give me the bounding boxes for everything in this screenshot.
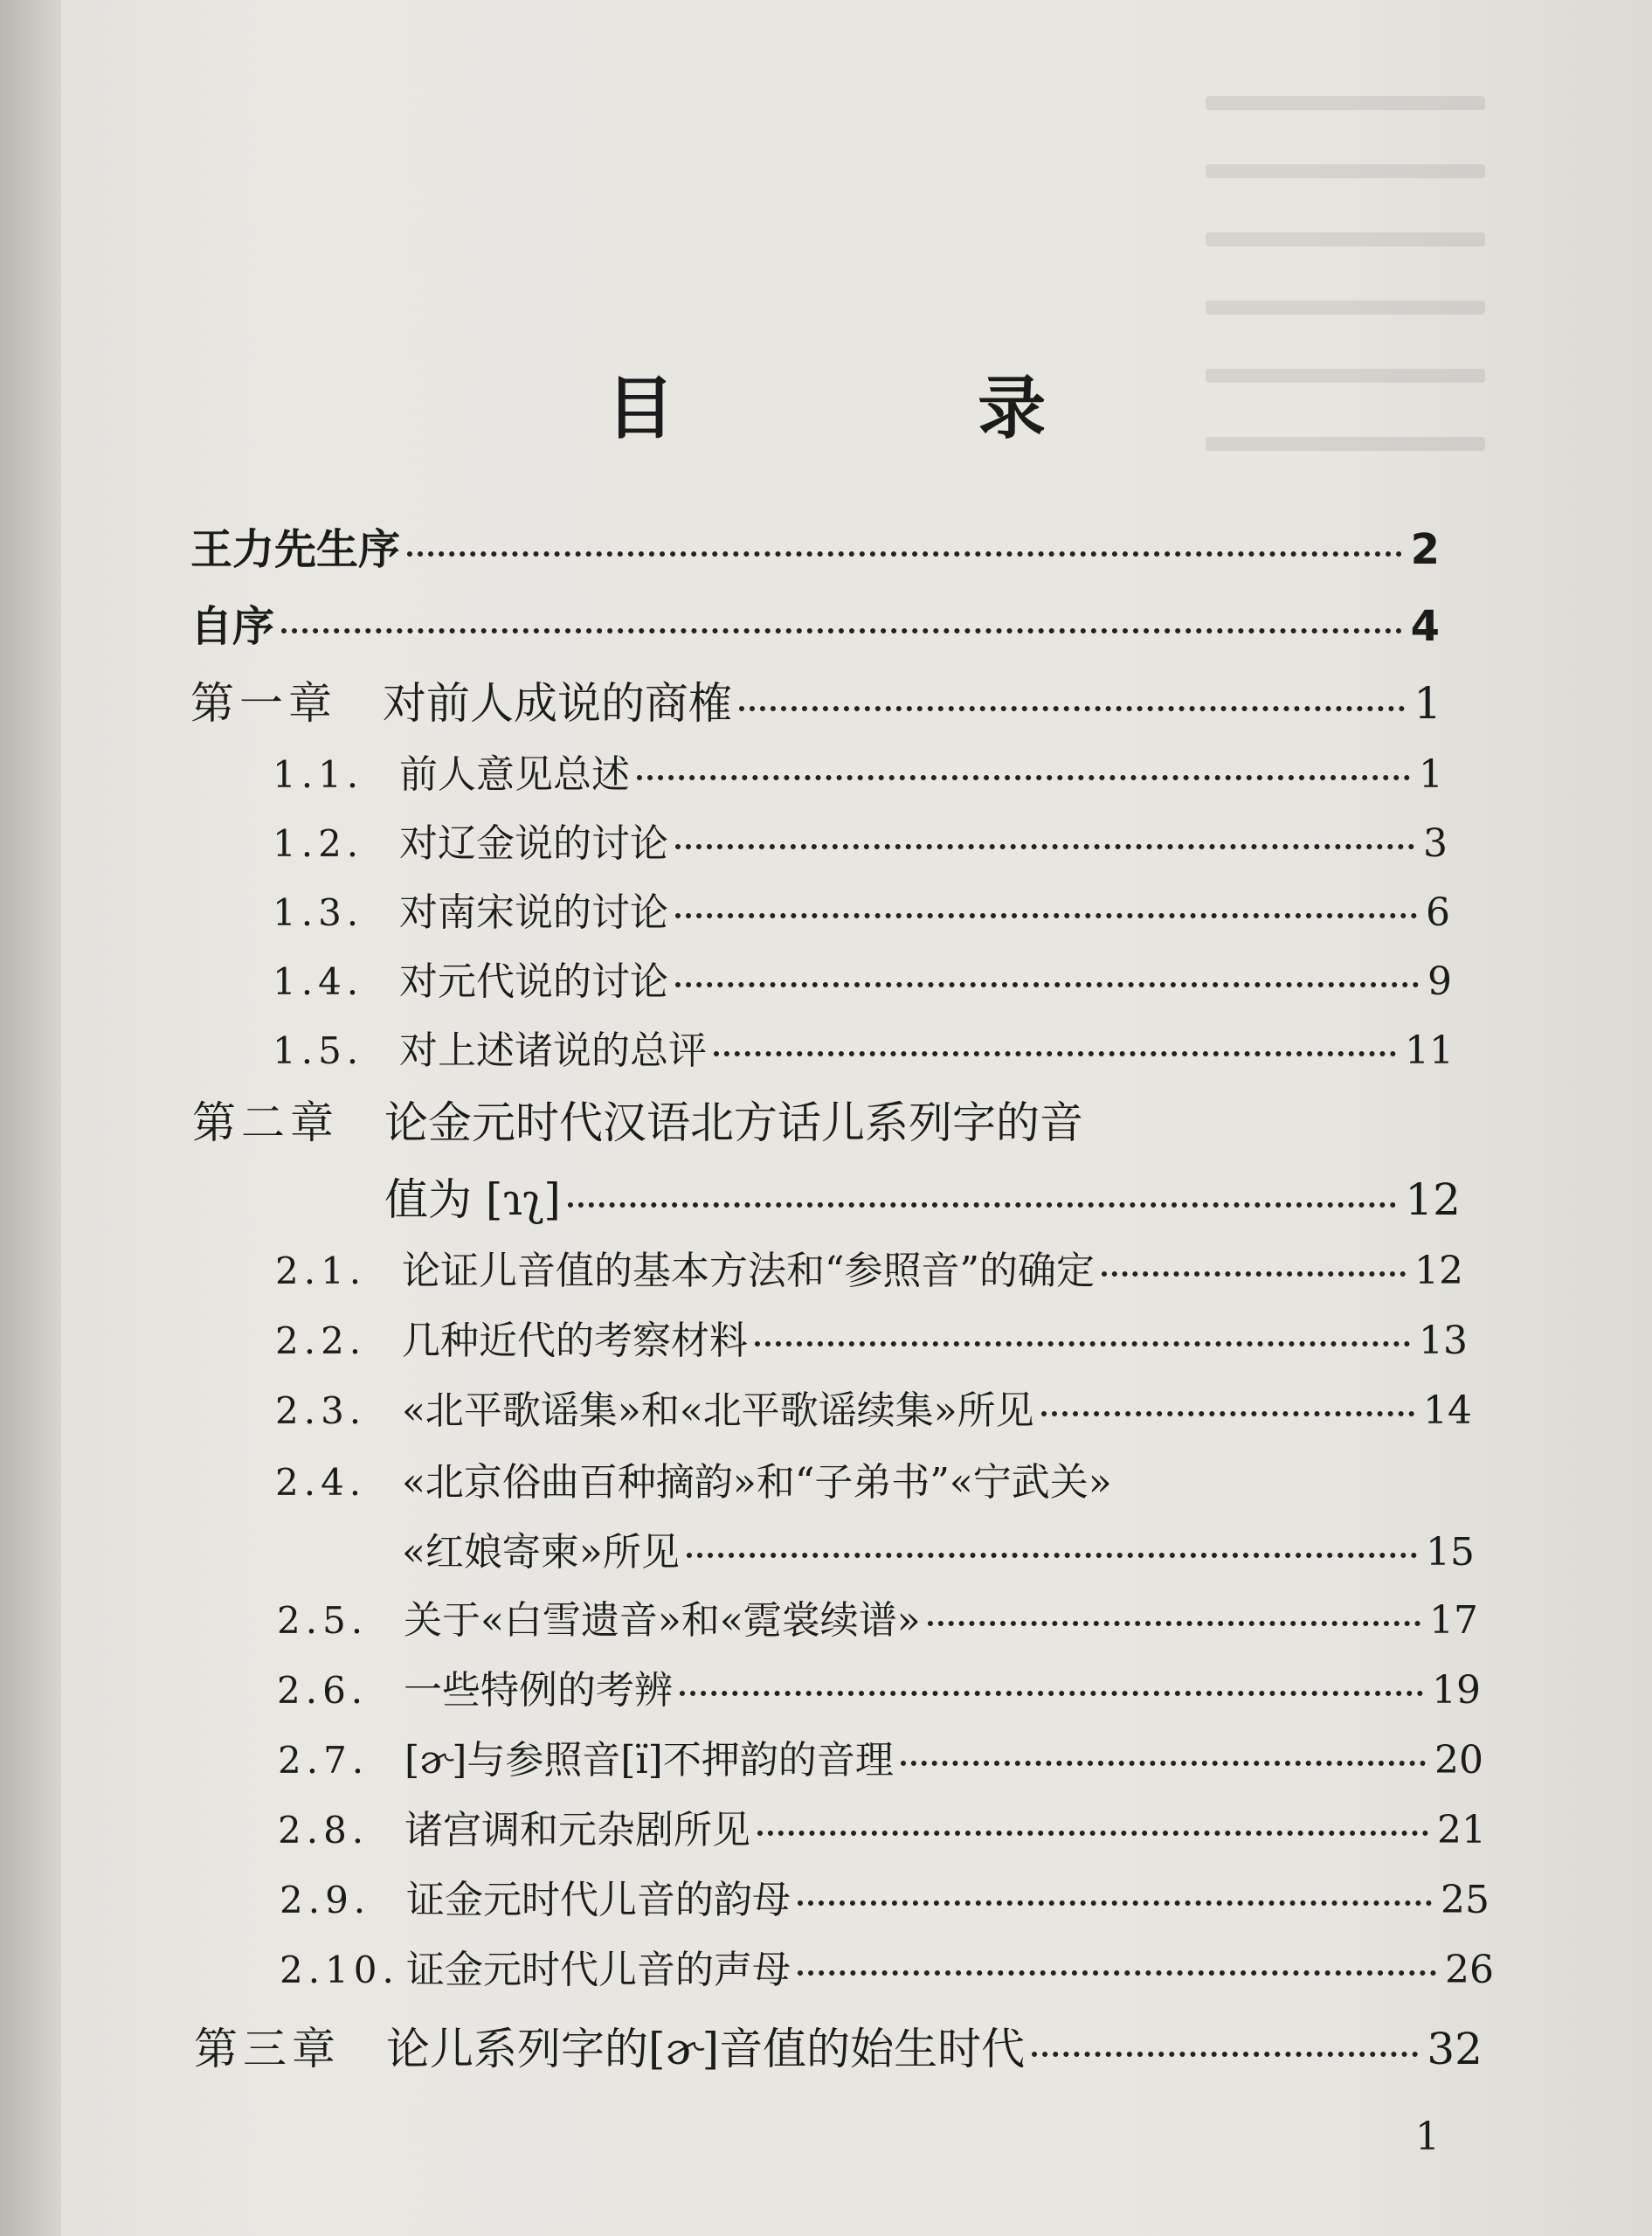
toc-label: 论儿系列字的[ɚ]音值的始生时代	[386, 2024, 1026, 2074]
toc-page: 12	[1405, 1174, 1461, 1225]
toc-page: 15	[1426, 1530, 1475, 1575]
dot-leader	[798, 1970, 1436, 1976]
page-title: 目 录	[605, 369, 1186, 448]
toc-number: 2.2.	[275, 1319, 367, 1362]
toc-page: 20	[1434, 1738, 1483, 1783]
toc-label: 论证儿音值的基本方法和“参照音”的确定	[402, 1249, 1095, 1293]
toc-label-continued: 值为 [ɿʅ]	[384, 1174, 561, 1225]
toc-label: 王力先生序	[190, 525, 401, 574]
toc-label: 对上述诸说的总评	[399, 1028, 707, 1073]
toc-entry	[190, 592, 1440, 653]
toc-page: 19	[1432, 1668, 1481, 1713]
toc-label: 一些特例的考辨	[404, 1668, 673, 1713]
toc-section-entry	[275, 1379, 1472, 1435]
toc-label: 前人意见总述	[399, 752, 630, 797]
dot-leader	[1032, 2052, 1418, 2057]
toc-section-entry	[280, 1868, 1490, 1924]
dot-leader	[675, 844, 1414, 849]
toc-page: 9	[1427, 959, 1452, 1004]
toc-number: 2.8.	[278, 1809, 370, 1852]
toc-page: 4	[1410, 602, 1440, 651]
toc-number: 1.4.	[273, 960, 364, 1003]
toc-label: 诸宫调和元杂剧所见	[404, 1808, 750, 1852]
toc-chapter-entry	[192, 1088, 1241, 1151]
toc-label: 自序	[190, 602, 275, 651]
dot-leader	[281, 628, 1402, 633]
toc-number: 2.4.	[275, 1461, 367, 1504]
toc-number: 1.3.	[273, 891, 364, 934]
toc-section-entry	[273, 812, 1448, 868]
toc-number: 1.2.	[273, 822, 364, 865]
toc-page: 12	[1414, 1249, 1463, 1293]
toc-number: 第一章	[190, 678, 337, 729]
toc-section-continuation	[402, 1520, 1475, 1576]
toc-label: 论金元时代汉语北方话儿系列字的音	[384, 1097, 1083, 1148]
toc-label: 对前人成说的商榷	[383, 678, 732, 729]
toc-label: «北京俗曲百种摘韵»和“子弟书”«宁武关»	[402, 1460, 1112, 1505]
toc-page: 17	[1429, 1598, 1478, 1643]
toc-label: 对元代说的讨论	[399, 959, 668, 1004]
dot-leader	[675, 913, 1417, 918]
dot-leader	[637, 775, 1410, 780]
dot-leader	[757, 1831, 1428, 1836]
dot-leader	[928, 1621, 1420, 1626]
toc-page: 2	[1410, 525, 1440, 574]
toc-number: 第三章	[194, 2024, 341, 2074]
toc-label: 证金元时代儿音的韵母	[406, 1878, 791, 1922]
dot-leader	[407, 551, 1402, 557]
toc-number: 2.10.	[280, 1949, 399, 1991]
toc-number: 2.1.	[275, 1250, 367, 1292]
dot-leader	[739, 706, 1405, 711]
toc-page: 11	[1405, 1028, 1454, 1073]
toc-section-entry	[277, 1658, 1481, 1714]
toc-label: 对辽金说的讨论	[399, 821, 668, 866]
toc-label: 关于«白雪遗音»和«霓裳续谱»	[404, 1598, 921, 1643]
toc-section-entry	[273, 950, 1452, 1006]
dot-leader	[687, 1553, 1417, 1558]
toc-label: «北平歌谣集»和«北平歌谣续集»所见	[402, 1388, 1034, 1433]
toc-section-entry	[273, 1019, 1454, 1075]
toc-label-continued: «红娘寄柬»所见	[402, 1530, 680, 1575]
toc-section-entry	[273, 881, 1450, 937]
toc-label: [ɚ]与参照音[ï]不押韵的音理	[404, 1738, 894, 1783]
dot-leader	[798, 1900, 1432, 1906]
toc-page: 6	[1426, 890, 1450, 935]
toc-number: 1.5.	[273, 1029, 364, 1072]
toc-chapter-entry	[194, 2014, 1483, 2077]
toc-section-entry	[280, 1938, 1494, 1994]
dot-leader	[714, 1051, 1396, 1056]
dot-leader	[680, 1691, 1423, 1696]
toc-page: 32	[1427, 2024, 1483, 2074]
bleed-through-text	[1206, 96, 1485, 516]
toc-page: 25	[1441, 1878, 1490, 1922]
toc-section-entry	[277, 1589, 1478, 1644]
dot-leader	[675, 982, 1419, 987]
toc-page: 13	[1419, 1319, 1468, 1363]
toc-entry	[190, 516, 1440, 576]
toc-section-entry	[275, 1450, 1236, 1506]
page-gutter	[0, 0, 61, 2236]
toc-label: 对南宋说的讨论	[399, 890, 668, 935]
toc-label: 证金元时代儿音的声母	[406, 1948, 791, 1992]
toc-page: 1	[1419, 752, 1443, 797]
page-number: 1	[1415, 2115, 1440, 2159]
toc-page: 14	[1423, 1388, 1472, 1433]
toc-chapter-continuation	[384, 1165, 1461, 1228]
toc-page: 1	[1414, 678, 1441, 729]
toc-page: 26	[1445, 1948, 1494, 1992]
toc-page: 3	[1423, 821, 1448, 866]
toc-number: 2.6.	[277, 1669, 369, 1712]
toc-number: 1.1.	[273, 753, 364, 796]
dot-leader	[1102, 1271, 1406, 1277]
dot-leader	[901, 1761, 1426, 1766]
dot-leader	[755, 1341, 1410, 1346]
toc-section-entry	[275, 1309, 1468, 1365]
toc-chapter-entry	[190, 668, 1441, 731]
toc-number: 第二章	[192, 1097, 339, 1148]
toc-number: 2.9.	[280, 1879, 371, 1921]
dot-leader	[1041, 1411, 1414, 1416]
toc-section-entry	[278, 1728, 1483, 1784]
dot-leader	[568, 1202, 1396, 1208]
toc-section-entry	[273, 743, 1443, 799]
toc-page: 21	[1437, 1808, 1486, 1852]
toc-number: 2.7.	[278, 1739, 370, 1782]
toc-label: 几种近代的考察材料	[402, 1319, 748, 1363]
toc-section-entry	[275, 1239, 1463, 1295]
toc-number: 2.3.	[275, 1389, 367, 1432]
toc-section-entry	[278, 1798, 1486, 1854]
toc-number: 2.5.	[277, 1599, 369, 1642]
